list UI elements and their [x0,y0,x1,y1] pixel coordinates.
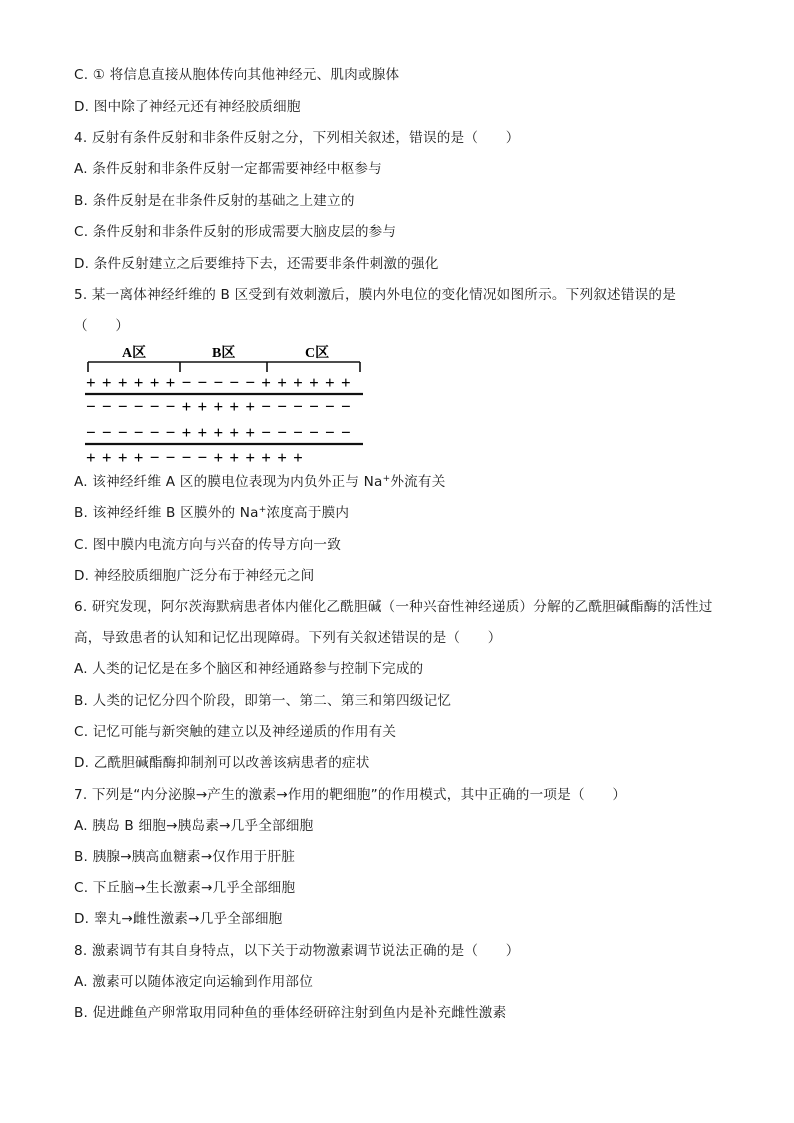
q6-stem-line1: 6. 研究发现，阿尔茨海默病患者体内催化乙酰胆碱（一种兴奋性神经递质）分解的乙酰胆碱酯酶的活性过 [74,599,713,615]
q4-option-d: D. 条件反射建立之后要维持下去，还需要非条件刺激的强化 [74,256,439,272]
q5b-text-end: 浓度高于膜内 [266,505,350,521]
q5a-text: A. 该神经纤维 A 区的膜电位表现为内负外正与 Na [74,474,383,490]
q6-option-b: B. 人类的记忆分四个阶段，即第一、第二、第三和第四级记忆 [74,693,452,709]
q5-option-a [74,473,734,491]
q3-option-c: C. ① 将信息直接从胞体传向其他神经元、肌肉或腺体 [74,67,400,83]
q7-option-b: B. 胰腺→胰高血糖素→仅作用于肝脏 [74,849,296,865]
q5b-text: B. 该神经纤维 B 区膜外的 Na [74,505,259,521]
zone-b-label: B区 [212,346,236,361]
q6-option-c: C. 记忆可能与新突触的建立以及神经递质的作用有关 [74,724,397,740]
q6-option-a: A. 人类的记忆是在多个脑区和神经通路参与控制下完成的 [74,661,424,677]
zone-bracket [88,362,360,372]
q6-option-d: D. 乙酰胆碱酯酶抑制剂可以改善该病患者的症状 [74,755,370,771]
charge-row-outer-bottom: + + + + − − − − + + + + + + [86,448,304,467]
q4-option-c: C. 条件反射和非条件反射的形成需要大脑皮层的参与 [74,224,397,240]
zone-c-label: C区 [305,346,330,361]
charge-row-inner-bottom: − − − − − − + + + + + − − − − − − [86,423,352,442]
q6-stem-line2: 高，导致患者的认知和记忆出现障碍。下列有关叙述错误的是（ ） [74,630,502,646]
q4-option-a: A. 条件反射和非条件反射一定都需要神经中枢参与 [74,161,382,177]
membrane-potential-diagram [80,340,365,470]
q8-option-a: A. 激素可以随体液定向运输到作用部位 [74,974,314,990]
q3-option-d: D. 图中除了神经元还有神经胶质细胞 [74,99,301,115]
q5a-superscript: + [382,474,391,484]
q8-option-b: B. 促进雌鱼产卵常取用同种鱼的垂体经研碎注射到鱼内是补充雌性激素 [74,1005,507,1021]
q5-option-d: D. 神经胶质细胞广泛分布于神经元之间 [74,568,315,584]
q4-option-b: B. 条件反射是在非条件反射的基础之上建立的 [74,193,355,209]
q7-option-a: A. 胰岛 B 细胞→胰岛素→几乎全部细胞 [74,818,314,834]
q7-option-c: C. 下丘脑→生长激素→几乎全部细胞 [74,880,296,896]
q5-answer-paren: （ ） [74,318,130,334]
q8-stem: 8. 激素调节有其自身特点，以下关于动物激素调节说法正确的是（ ） [74,943,520,959]
q5-option-b [74,504,734,522]
q5-option-c: C. 图中膜内电流方向与兴奋的传导方向一致 [74,537,342,553]
charge-row-inner-top: − − − − − − + + + + + − − − − − − [86,397,352,416]
q5b-superscript: + [258,505,267,515]
q7-stem: 7. 下列是“内分泌腺→产生的激素→作用的靶细胞”的作用模式，其中正确的一项是（ ） [74,787,627,803]
q4-stem: 4. 反射有条件反射和非条件反射之分，下列相关叙述，错误的是（ ） [74,130,520,146]
q5-stem: 5. 某一离体神经纤维的 B 区受到有效刺激后，膜内外电位的变化情况如图所示。下列叙述错误的是 [74,287,676,303]
q5a-text-end: 外流有关 [390,474,446,490]
q7-option-d: D. 睾丸→雌性激素→几乎全部细胞 [74,911,283,927]
charge-row-outer-top: + + + + + + − − − − − + + + + + + [86,373,352,392]
zone-a-label: A区 [122,346,147,361]
